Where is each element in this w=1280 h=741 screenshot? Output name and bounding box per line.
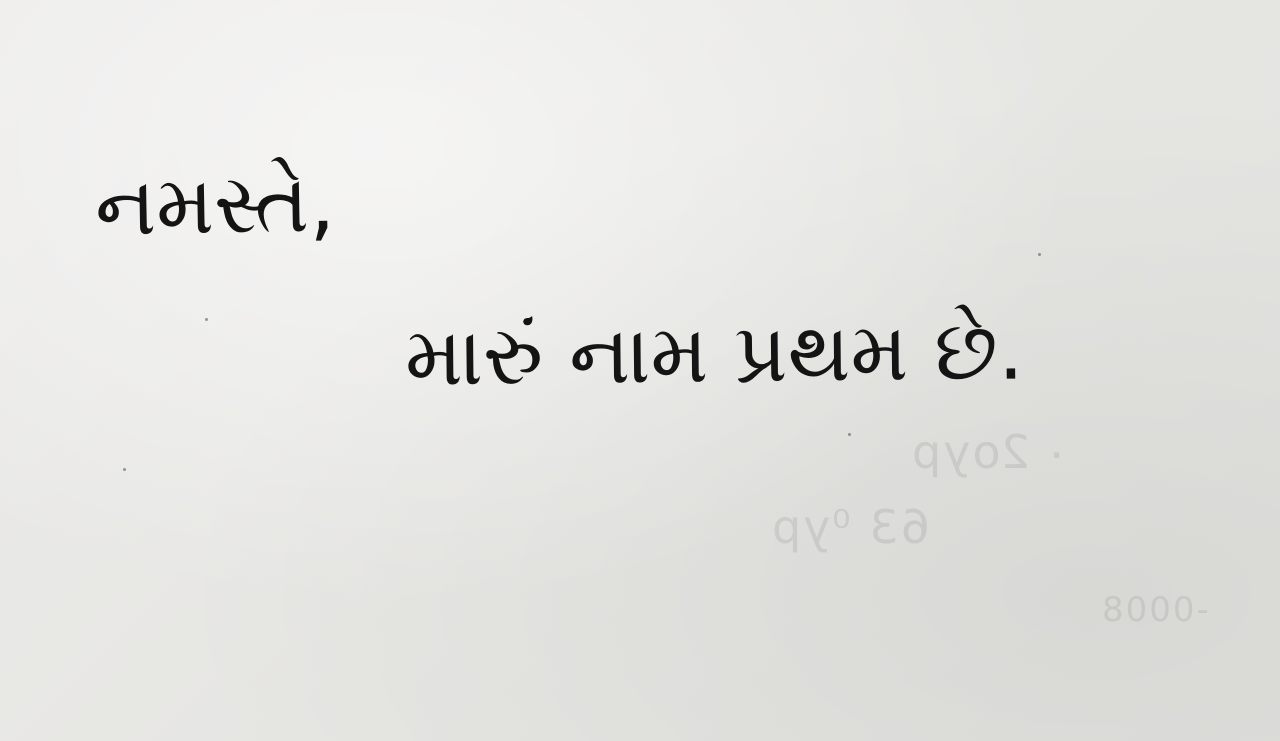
bleed-through-mark: 63 ⁰yp (770, 500, 931, 554)
bleed-through-mark: -0008 (1100, 590, 1209, 630)
paper-speck (1038, 253, 1041, 256)
greeting-line: નમસ્તે, (94, 155, 336, 255)
paper-speck (205, 318, 208, 321)
introduction-line: મારું નામ પ્રથમ છે. (404, 303, 1025, 405)
paper-speck (848, 433, 851, 436)
paper-speck (123, 468, 126, 471)
bleed-through-mark: ۰ 2oyp (910, 425, 1070, 479)
